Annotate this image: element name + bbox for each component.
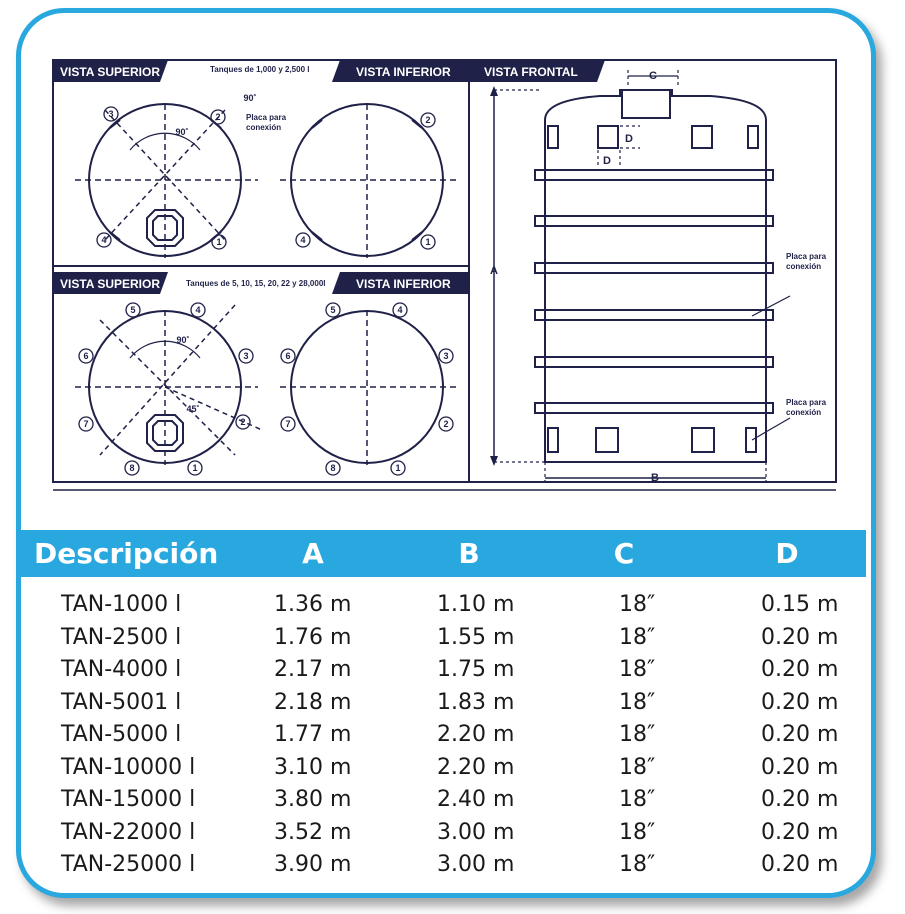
cell-c: 18″ [619, 787, 656, 812]
cell-d: 0.20 m [761, 657, 839, 682]
cell-b: 1.75 m [437, 657, 515, 682]
dim-b-label: B [651, 472, 659, 484]
header-description: Descripción [34, 537, 219, 570]
large-bottom-view [280, 303, 458, 475]
spec-table [21, 592, 866, 885]
cell-a: 3.52 m [274, 819, 352, 845]
angle-90-label-2: 90˚ [243, 93, 257, 103]
table-row [21, 722, 866, 755]
large-label-6: 6 [83, 351, 89, 361]
cell-d: 0.15 m [761, 592, 839, 617]
dim-a-label: A [490, 265, 498, 277]
cell-d: 0.20 m [761, 754, 839, 780]
large-label-8: 8 [129, 463, 135, 473]
table-row [21, 625, 866, 658]
cell-c: 18″ [619, 624, 656, 650]
large-label-4: 4 [195, 305, 201, 315]
bottom-view-label: VISTA INFERIOR [356, 65, 451, 79]
angle-90-label: 90˚ [175, 127, 189, 137]
cell-d: 0.20 m [761, 689, 839, 715]
cell-description: TAN-25000 l [61, 852, 196, 877]
bottom-label-2: 2 [425, 115, 431, 125]
plate-label-2b: conexión [786, 262, 822, 271]
cell-c: 18″ [619, 852, 656, 877]
cell-c: 18″ [619, 722, 656, 747]
cell-b: 2.20 m [437, 722, 515, 747]
large-label-1: 1 [192, 463, 198, 473]
cell-description: TAN-15000 l [61, 787, 196, 812]
cell-description: TAN-4000 l [61, 657, 182, 682]
lb-label-6: 6 [285, 351, 291, 361]
plate-label-3a: Placa para [786, 398, 827, 407]
cell-description: TAN-5001 l [61, 689, 182, 715]
cell-a: 1.77 m [274, 722, 352, 747]
cell-description: TAN-10000 l [61, 754, 196, 780]
label-4: 4 [101, 235, 107, 245]
cell-b: 1.55 m [437, 624, 515, 650]
cell-c: 18″ [619, 592, 656, 617]
small-bottom-view [280, 104, 458, 258]
large-label-3: 3 [243, 351, 249, 361]
label-1: 1 [216, 237, 222, 247]
cell-d: 0.20 m [761, 722, 839, 747]
dim-d-label-2: D [603, 155, 611, 167]
top-view-label-2: VISTA SUPERIOR [60, 277, 161, 291]
header-d: D [775, 537, 799, 570]
cell-a: 2.18 m [274, 689, 352, 715]
top-view-label: VISTA SUPERIOR [60, 65, 161, 79]
cell-a: 1.76 m [274, 624, 352, 650]
dim-d-label: D [625, 133, 633, 145]
cell-a: 3.80 m [274, 787, 352, 812]
cell-d: 0.20 m [761, 819, 839, 845]
cell-a: 1.36 m [274, 592, 352, 617]
cell-c: 18″ [619, 657, 656, 682]
cell-description: TAN-1000 l [61, 592, 182, 617]
cell-b: 3.00 m [437, 852, 515, 877]
large-label-2: 2 [240, 417, 246, 427]
cell-c: 18″ [619, 819, 656, 845]
table-row [21, 657, 866, 690]
cell-b: 1.83 m [437, 689, 515, 715]
large-angle-90: 90˚ [176, 335, 190, 345]
table-row [21, 690, 866, 723]
cell-b: 1.10 m [437, 592, 515, 617]
cell-b: 2.20 m [437, 754, 515, 780]
header-a: A [302, 537, 324, 570]
table-row [21, 592, 866, 625]
lb-label-3: 3 [443, 351, 449, 361]
cell-description: TAN-2500 l [61, 624, 182, 650]
bottom-label-1: 1 [425, 237, 431, 247]
cell-d: 0.20 m [761, 787, 839, 812]
plate-label-3b: conexión [786, 408, 822, 417]
lb-label-7: 7 [285, 419, 291, 429]
front-view-label: VISTA FRONTAL [484, 65, 578, 79]
lb-label-8: 8 [330, 463, 336, 473]
table-header [21, 530, 866, 577]
large-angle-45: 45˚ [186, 404, 200, 414]
label-2: 2 [215, 112, 221, 122]
cell-b: 2.40 m [437, 787, 515, 812]
large-label-7: 7 [83, 419, 89, 429]
cell-a: 3.10 m [274, 754, 352, 780]
plate-label-1a: Placa para [246, 113, 287, 122]
table-row [21, 820, 866, 853]
lb-label-1: 1 [395, 463, 401, 473]
cell-d: 0.20 m [761, 624, 839, 650]
lb-label-4: 4 [397, 305, 403, 315]
bottom-label-4: 4 [300, 235, 306, 245]
table-row [21, 852, 866, 885]
bottom-view-label-2: VISTA INFERIOR [356, 277, 451, 291]
cell-a: 3.90 m [274, 852, 352, 877]
label-3: 3 [108, 109, 114, 119]
lb-label-2: 2 [443, 419, 449, 429]
header-b: B [458, 537, 480, 570]
small-tanks-note: Tanques de 1,000 y 2,500 l [210, 65, 310, 74]
cell-description: TAN-5000 l [61, 722, 182, 747]
cell-c: 18″ [619, 754, 656, 780]
large-tanks-note: Tanques de 5, 10, 15, 20, 22 y 28,000l [186, 279, 326, 288]
front-view [494, 70, 790, 482]
table-row [21, 755, 866, 788]
cell-b: 3.00 m [437, 819, 515, 845]
lb-label-5: 5 [330, 305, 336, 315]
large-top-view [75, 303, 262, 475]
plate-label-2a: Placa para [786, 252, 827, 261]
header-c: C [613, 537, 635, 570]
cell-a: 2.17 m [274, 657, 352, 682]
cell-c: 18″ [619, 689, 656, 715]
plate-label-1b: conexión [246, 123, 282, 132]
dim-c-label: C [649, 70, 657, 82]
cell-description: TAN-22000 l [61, 819, 196, 845]
cell-d: 0.20 m [761, 852, 839, 877]
large-label-5: 5 [130, 305, 136, 315]
table-row [21, 787, 866, 820]
